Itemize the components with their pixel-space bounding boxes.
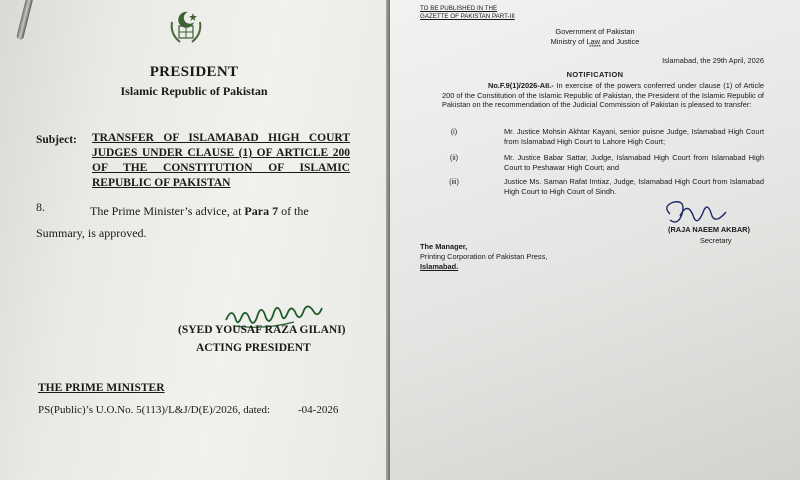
- separator-stars: *****: [589, 45, 601, 51]
- list-item-text: Mr. Justice Babar Sattar, Judge, Islamabad High Court from Islamabad High Court to Peshawar High Court; and: [504, 153, 764, 172]
- list-item-text: Justice Ms. Saman Rafat Imtiaz, Judge, Islamabad High Court from Islamabad High Court to High Court of Sindh.: [504, 177, 764, 196]
- paragraph-text-after: of the Summary, is approved.: [36, 204, 309, 240]
- subject-label: Subject:: [36, 134, 77, 146]
- approval-paragraph: [36, 200, 356, 244]
- secretary-name: (RAJA NAEEM AKBAR): [668, 225, 750, 234]
- uo-reference: PS(Public)’s U.O.No. 5(113)/L&J/D(E)/2026, dated:: [38, 404, 271, 416]
- addressee-title: The Manager,: [420, 242, 468, 251]
- gazette-line-1: TO BE PUBLISHED IN THE: [420, 5, 498, 12]
- secretary-role: Secretary: [700, 236, 732, 245]
- signatory-role: ACTING PRESIDENT: [196, 342, 311, 354]
- addressee-heading: THE PRIME MINISTER: [38, 382, 165, 394]
- reference-number: No.F.9(1)/2026-AII.-: [488, 81, 554, 90]
- pen-decoration: [16, 0, 35, 40]
- addressee-organization: Printing Corporation of Pakistan Press,: [420, 252, 548, 261]
- list-item-number: (iii): [449, 177, 459, 186]
- subject-text: TRANSFER OF ISLAMABAD HIGH COURT JUDGES UNDER CLAUSE (1) OF ARTICLE 200 OF THE CONSTITUTION OF ISLAMIC REPUBLIC OF PAKISTAN: [92, 132, 350, 189]
- paragraph-number: 8.: [36, 200, 45, 214]
- paragraph-text-bold: Para 7: [244, 204, 279, 218]
- gazette-notification-page: [390, 0, 800, 480]
- paragraph-text-before: The Prime Minister’s advice, at: [90, 204, 245, 218]
- list-item-number: (i): [450, 127, 458, 136]
- place-date: Islamabad, the 29th April, 2026: [662, 56, 764, 65]
- gazette-note: [420, 5, 515, 21]
- gazette-line-2: GAZETTE OF PAKISTAN PART-III: [420, 13, 515, 20]
- signatory-name: (SYED YOUSAF RAZA GILANI): [178, 324, 346, 336]
- notification-title: NOTIFICATION: [566, 70, 624, 79]
- government-name: Government of Pakistan: [555, 27, 635, 36]
- notification-body: [442, 81, 764, 110]
- uo-date: -04-2026: [298, 404, 339, 416]
- ministry-name: Ministry of Law and Justice: [550, 37, 640, 46]
- president-approval-page: [0, 0, 388, 480]
- list-item-number: (ii): [449, 153, 459, 162]
- state-emblem-icon: [166, 8, 206, 48]
- list-item-text: Mr. Justice Mohsin Akhtar Kayani, senior puisne Judge, Islamabad High Court from Islamabad High Court to Lahore High Court;: [504, 127, 764, 146]
- notification-body-text: In exercise of the powers conferred under clause (1) of Article 200 of the Constitution of the Islamic Republic of Pakistan, the President of the Islamic Republic of Pakistan on the recommendation of the Judicial Commission of Pakistan is pleased to transfer:: [442, 81, 764, 110]
- page-title: PRESIDENT: [149, 64, 239, 80]
- page-subtitle: Islamic Republic of Pakistan: [120, 84, 268, 98]
- addressee-city: Islamabad.: [420, 262, 459, 271]
